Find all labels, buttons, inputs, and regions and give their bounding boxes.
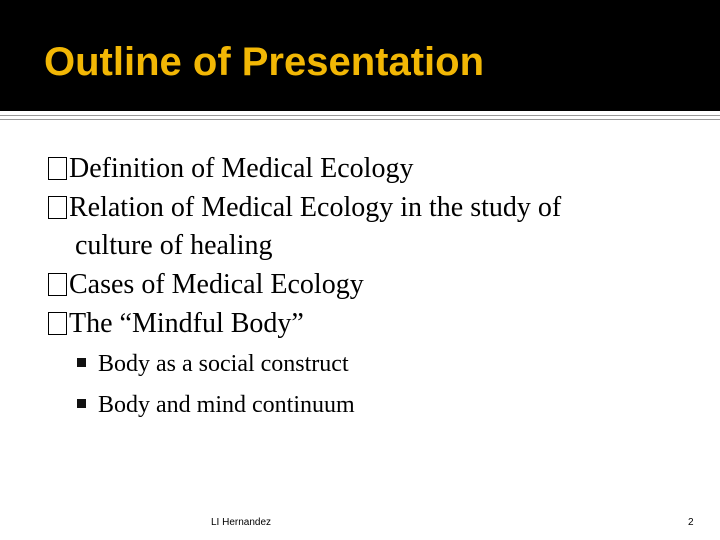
square-bullet-icon	[77, 358, 86, 367]
sub-bullet-text: Body and mind continuum	[98, 392, 355, 418]
bullet-text: Relation of Medical Ecology in the study of	[69, 192, 562, 223]
bullet-text-continuation: culture of healing	[75, 230, 273, 261]
bullet-item	[48, 305, 304, 343]
page-number: 2	[688, 517, 694, 528]
bullet-text: Definition of Medical Ecology	[69, 153, 414, 184]
sub-bullet-item	[77, 348, 349, 380]
sub-bullet-item	[77, 389, 355, 421]
sub-bullet-text: Body as a social construct	[98, 351, 349, 377]
bullet-text: Cases of Medical Ecology	[69, 269, 364, 300]
bullet-box-icon	[48, 273, 67, 296]
bullet-box-icon	[48, 157, 67, 180]
bullet-item	[48, 150, 413, 188]
bullet-box-icon	[48, 312, 67, 335]
bullet-item	[48, 189, 561, 227]
bullet-item	[48, 266, 364, 304]
bullet-box-icon	[48, 196, 67, 219]
bullet-text: The “Mindful Body”	[69, 308, 304, 339]
footer-author: LI Hernandez	[211, 517, 272, 528]
square-bullet-icon	[77, 399, 86, 408]
slide-title: Outline of Presentation	[44, 40, 485, 84]
